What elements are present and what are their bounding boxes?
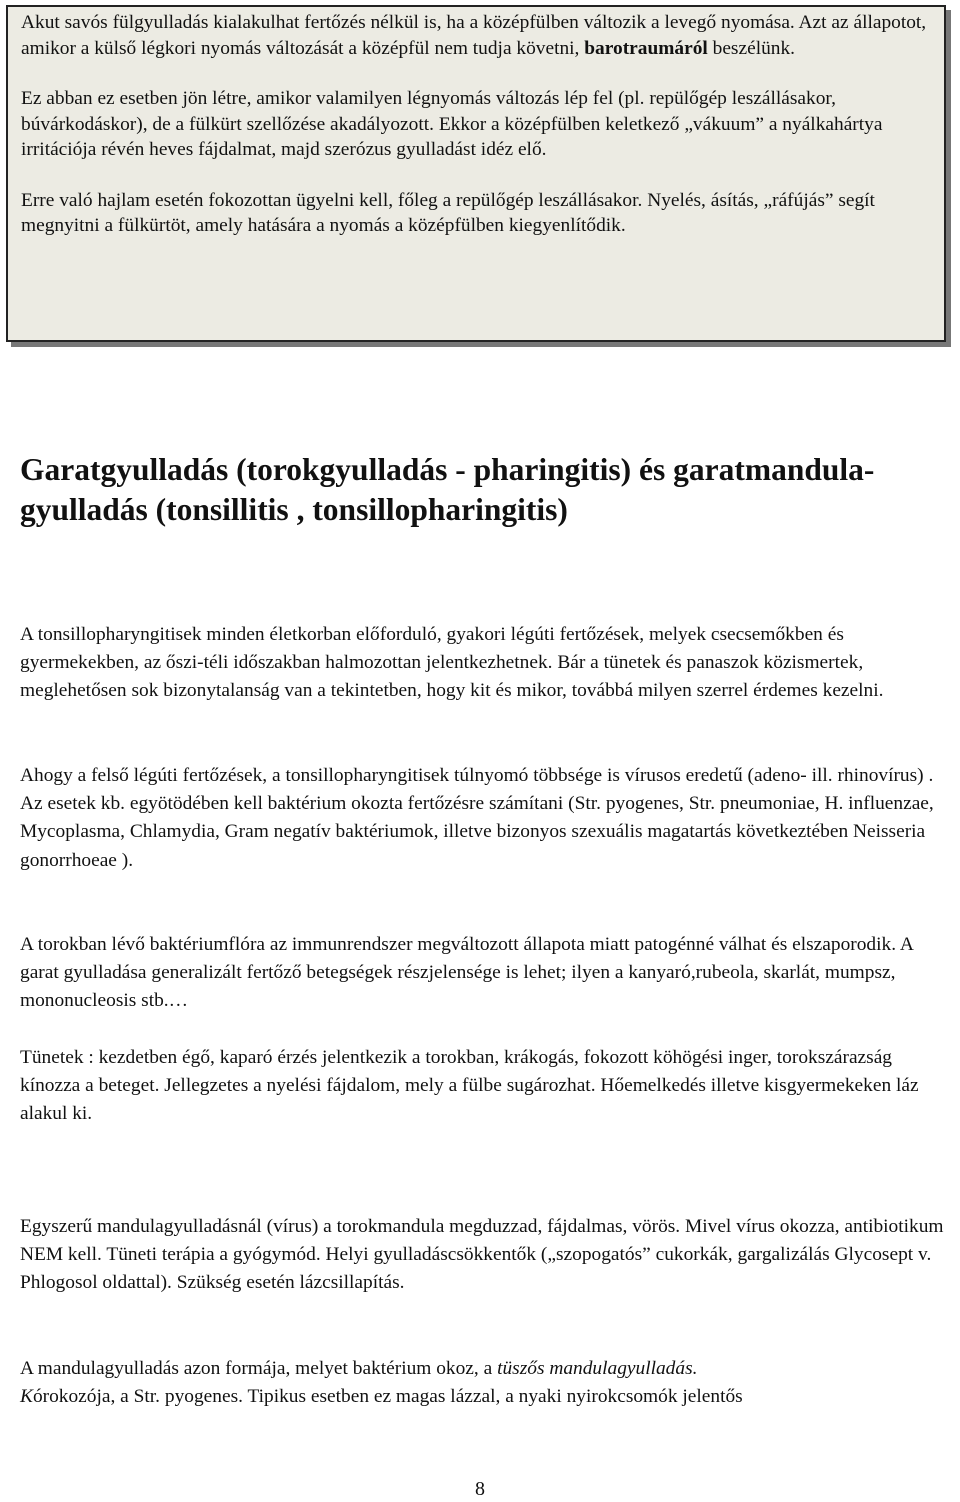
- paragraph-5: Egyszerű mandulagyulladásnál (vírus) a torokmandula megduzzad, fájdalmas, vörös. Mivel vírus okozza, antibiotikum NEM kell. Tüneti terápia a gyógymód. Helyi gyulladáscsökkentők („szopogatós” cukorkák, gargalizálás Glycosept v. Phlogosol oldattal). Szükség esetén lázcsillapítás.: [20, 1216, 944, 1294]
- paragraph-4: Tünetek : kezdetben égő, kaparó érzés jelentkezik a torokban, krákogás, fokozott köhögési inger, torokszárazság kínozza a beteget. Jellegzetes a nyelési fájdalom, mely a fülbe sugározhat. Hőemelkedés illetve kisgyermekeken láz alakul ki.: [20, 1047, 919, 1125]
- callout-p1-bold-term: barotraumáról: [584, 37, 708, 59]
- paragraph-6-text: A mandulagyulladás azon formája, melyet baktérium okoz, a: [20, 1358, 498, 1379]
- paragraph-6-end: órokozója, a Str. pyogenes. Tipikus esetben ez magas lázzal, a nyaki nyirokcsomók jelentős: [32, 1386, 743, 1408]
- page-number: 8: [475, 1478, 485, 1500]
- callout-paragraph-3: Erre való hajlam esetén fokozottan ügyelni kell, főleg a repülőgép leszállásakor. Nyelés, ásítás, „ráfújás” segít megnyitni a fülkürtöt, amely hatására a nyomás a középfülben kiegyenlítődik.: [21, 189, 875, 236]
- paragraph-1: A tonsillopharyngitisek minden életkorban előforduló, gyakori légúti fertőzések, melyek csecsemőkben és gyermekekben, az őszi-téli időszakban halmozottan jelentkezhetnek. Bár a tünetek és panaszok közismertek, meglehetősen sok bizonytalanság van a tekintetben, hogy kit és mikor, továbbá milyen szerrel érdemes kezelni.: [20, 624, 884, 702]
- paragraph-6: [20, 1355, 945, 1411]
- callout-paragraph-1: [21, 10, 932, 61]
- paragraph-6-italic-term: tüszős mandulagyulladás.: [497, 1358, 698, 1379]
- paragraph-6-italic-initial: K: [20, 1386, 33, 1408]
- paragraph-3: A torokban lévő baktériumflóra az immunrendszer megváltozott állapota miatt patogénné válhat és elszaporodik. A garat gyulladása generalizált fertőző betegségek részjelensége is lehet; ilyen a kanyaró,rubeola, skarlát, mumpsz, mononucleosis stb.…: [20, 934, 913, 1012]
- callout-p1-end: beszélünk.: [707, 37, 796, 59]
- callout-paragraph-2: Ez abban ez esetben jön létre, amikor valamilyen légnyomás változás lép fel (pl. repülőgép leszállásakor, búvárkodáskor), de a fülkürt szellőzése akadályozott. Ekkor a középfülben keletkező „vákuum” a nyálkahártya irritációja révén heves fájdalmat, majd szerózus gyulladást idéz elő.: [21, 88, 883, 160]
- callout-p1-text: Akut savós fülgyulladás kialakulhat fertőzés nélkül is, ha a középfülben változik a levegő nyomása. Azt az állapotot, amikor a külső légkori nyomás változását a középfül nem tudja követni,: [21, 12, 927, 59]
- section-heading: Garatgyulladás (torokgyulladás - pharingitis) és garatmandula-gyulladás (tonsillitis , tonsillopharingitis): [20, 452, 875, 527]
- info-callout-box: [6, 5, 946, 342]
- paragraph-2: Ahogy a felső légúti fertőzések, a tonsillopharyngitisek túlnyomó többsége is vírusos eredetű (adeno- ill. rhinovírus) . Az esetek kb. egyötödében kell baktérium okozta fertőzésre számítani (Str. pyogenes, Str. pneumoniae, H. influenzae, Mycoplasma, Chlamydia, Gram negatív baktériumok, illetve bizonyos szexuális magatartás következtében Neisseria gonorrhoeae ).: [20, 765, 934, 871]
